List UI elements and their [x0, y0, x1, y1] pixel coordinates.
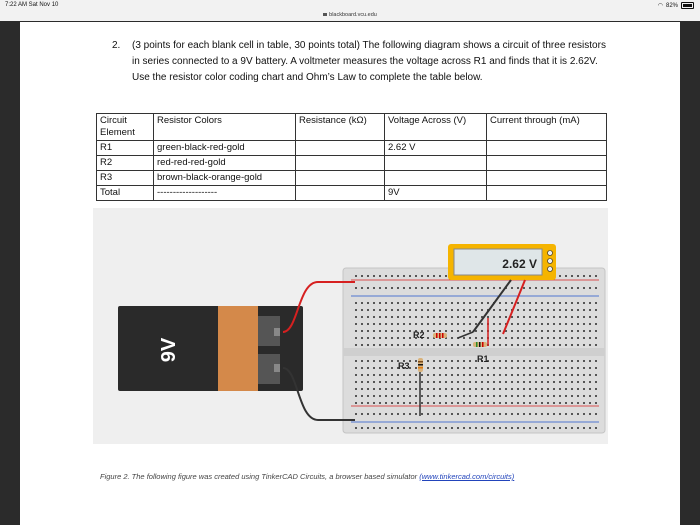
table-row — [97, 141, 607, 156]
figure-caption — [100, 472, 660, 481]
header-resistor-colors: Resistor Colors — [154, 114, 296, 141]
label-r3: R3 — [398, 361, 410, 371]
wifi-icon: ◠ — [657, 3, 663, 9]
battery-label: 9V — [158, 337, 180, 363]
question-number: 2. — [112, 40, 121, 51]
cell-current[interactable] — [487, 171, 607, 186]
cell-element: R3 — [97, 171, 154, 186]
question-2 — [112, 38, 612, 86]
label-r2: R2 — [413, 330, 425, 340]
cell-current[interactable] — [487, 186, 607, 201]
question-text: (3 points for each blank cell in table, 30 points total) The following diagram shows a circuit of three resistors in series connected to a 9V battery. A voltmeter measures the voltage across R1 and finds that it is 2.62V. Use the resistor color coding chart and Ohm’s Law to complete the table below. — [132, 40, 606, 83]
table-row — [97, 186, 607, 201]
cell-voltage[interactable]: 2.62 V — [385, 141, 487, 156]
cell-resistance[interactable] — [296, 141, 385, 156]
header-circuit-element: Circuit Element — [97, 114, 154, 141]
battery-copper-band — [218, 306, 258, 391]
document-page — [20, 22, 680, 525]
cell-current[interactable] — [487, 156, 607, 171]
header-current: Current through (mA) — [487, 114, 607, 141]
status-right — [658, 2, 694, 9]
table-row — [97, 171, 607, 186]
cell-element: Total — [97, 186, 154, 201]
url-bar[interactable] — [0, 12, 700, 21]
cell-colors: ------------------- — [154, 186, 296, 201]
circuit-diagram — [93, 208, 608, 444]
cell-colors: green-black-red-gold — [154, 141, 296, 156]
header-resistance: Resistance (kΩ) — [296, 114, 385, 141]
table-header-row — [97, 114, 607, 141]
cell-current[interactable] — [487, 141, 607, 156]
cell-voltage[interactable]: 9V — [385, 186, 487, 201]
url-text: blackboard.vcu.edu — [329, 12, 377, 18]
caption-text: Figure 2. The following figure was created using TinkerCAD Circuits, a browser based simulator — [100, 472, 418, 481]
cell-voltage[interactable] — [385, 156, 487, 171]
battery-percent: 82% — [665, 2, 678, 9]
cell-colors: red-red-red-gold — [154, 156, 296, 171]
circuit-figure — [93, 208, 608, 444]
caption-link[interactable]: (www.tinkercad.com/circuits) — [419, 472, 515, 481]
cell-element: R1 — [97, 141, 154, 156]
battery-icon — [681, 2, 694, 9]
status-bar — [0, 0, 700, 12]
cell-resistance[interactable] — [296, 156, 385, 171]
status-time: 7:22 AM Sat Nov 10 — [5, 2, 59, 8]
cell-resistance[interactable] — [296, 186, 385, 201]
cell-element: R2 — [97, 156, 154, 171]
lock-icon — [323, 13, 327, 16]
cell-voltage[interactable] — [385, 171, 487, 186]
circuit-table — [96, 113, 607, 201]
header-voltage: Voltage Across (V) — [385, 114, 487, 141]
table-row — [97, 156, 607, 171]
cell-colors: brown-black-orange-gold — [154, 171, 296, 186]
cell-resistance[interactable] — [296, 171, 385, 186]
multimeter-reading: 2.62 V — [502, 257, 537, 271]
label-r1: R1 — [477, 354, 489, 364]
